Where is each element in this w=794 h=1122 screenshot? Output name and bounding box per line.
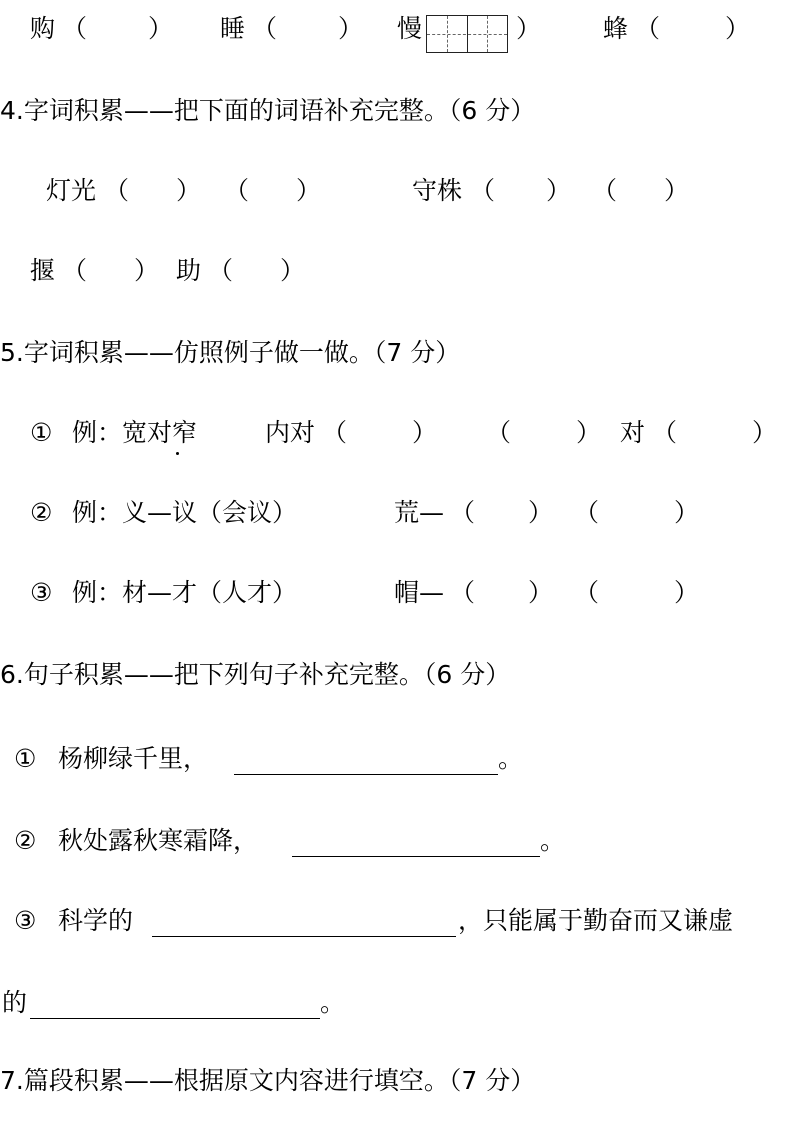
paren-close: ） <box>725 14 751 43</box>
example-label: 例：材—才（人才） <box>72 578 298 607</box>
paren-close: ） <box>664 176 690 205</box>
paren-open: （ <box>104 176 130 205</box>
char-zhu: 助 <box>176 256 202 285</box>
char-man: 慢 <box>397 14 423 43</box>
item-number: ② <box>30 498 53 527</box>
task-text: 内对 <box>265 418 316 447</box>
row-1-pinyin-fill <box>0 12 794 46</box>
item-number: ③ <box>14 906 37 935</box>
q4-row-1 <box>0 174 794 208</box>
q5-item-1 <box>0 416 794 450</box>
paren-close: ） <box>546 176 572 205</box>
paren-open: （ <box>224 176 250 205</box>
paren-close: ） <box>674 578 700 607</box>
emphasis-dot <box>176 452 179 455</box>
paren-close: ） <box>134 256 160 285</box>
paren-close: ） <box>280 256 306 285</box>
item-number: ① <box>30 418 53 447</box>
q7-heading: 7.篇段积累——根据原文内容进行填空。（7 分） <box>0 1066 536 1095</box>
paren-close: ） <box>338 14 364 43</box>
writing-grid-box[interactable] <box>426 15 508 53</box>
paren-open: （ <box>574 578 600 607</box>
sentence-end: 。 <box>498 744 524 773</box>
paren-open: （ <box>470 176 496 205</box>
paren-open: （ <box>652 418 678 447</box>
sentence-end: 。 <box>540 826 566 855</box>
paren-close: ） <box>528 498 554 527</box>
example-label: 例：义—议（会议） <box>72 498 298 527</box>
fill-blank-3[interactable] <box>152 910 456 937</box>
char-gou: 购 <box>30 14 56 43</box>
paren-open: （ <box>574 498 600 527</box>
sentence-end: 。 <box>320 988 346 1017</box>
sentence-mid: ，只能属于勤奋而又谦虚 <box>458 906 734 935</box>
item-number: ③ <box>30 578 53 607</box>
paren-close: ） <box>752 418 778 447</box>
q4-heading: 4.字词积累——把下面的词语补充完整。（6 分） <box>0 96 536 125</box>
paren-open: （ <box>450 578 476 607</box>
paren-open: （ <box>322 418 348 447</box>
fill-blank-1[interactable] <box>234 748 498 775</box>
q5-item-2 <box>0 496 794 530</box>
paren-close: ） <box>528 578 554 607</box>
fill-blank-4[interactable] <box>30 992 320 1019</box>
paren-close: ） <box>148 14 174 43</box>
item-number: ① <box>14 744 37 773</box>
paren-close: ） <box>412 418 438 447</box>
fill-blank-2[interactable] <box>292 830 540 857</box>
word-dengguang: 灯光 <box>46 176 97 205</box>
paren-open: （ <box>62 14 88 43</box>
paren-close: ） <box>516 14 542 43</box>
paren-close: ） <box>296 176 322 205</box>
example-label: 例：宽对窄 <box>72 418 198 447</box>
paren-close: ） <box>176 176 202 205</box>
paren-open: （ <box>450 498 476 527</box>
sentence-text: 科学的 <box>58 906 134 935</box>
q4-row-2 <box>0 254 794 288</box>
paren-open: （ <box>592 176 618 205</box>
paren-close: ） <box>576 418 602 447</box>
paren-close: ） <box>674 498 700 527</box>
q6-heading: 6.句子积累——把下列句子补充完整。（6 分） <box>0 660 511 689</box>
char-feng: 蜂 <box>603 14 629 43</box>
char-ya: 揠 <box>30 256 56 285</box>
paren-open: （ <box>486 418 512 447</box>
sentence-text: 的 <box>2 988 28 1017</box>
char-shui: 睡 <box>220 14 246 43</box>
word-shouzhu: 守株 <box>412 176 463 205</box>
sentence-text: 秋处露秋寒霜降， <box>58 826 259 855</box>
q5-heading: 5.字词积累——仿照例子做一做。（7 分） <box>0 338 461 367</box>
task-text: 帽— <box>394 578 445 607</box>
task-mid: 对 <box>620 418 646 447</box>
sentence-text: 杨柳绿千里， <box>58 744 209 773</box>
q5-item-3 <box>0 576 794 610</box>
item-number: ② <box>14 826 37 855</box>
paren-open: （ <box>252 14 278 43</box>
task-text: 荒— <box>394 498 445 527</box>
paren-open: （ <box>62 256 88 285</box>
paren-open: （ <box>635 14 661 43</box>
paren-open: （ <box>208 256 234 285</box>
